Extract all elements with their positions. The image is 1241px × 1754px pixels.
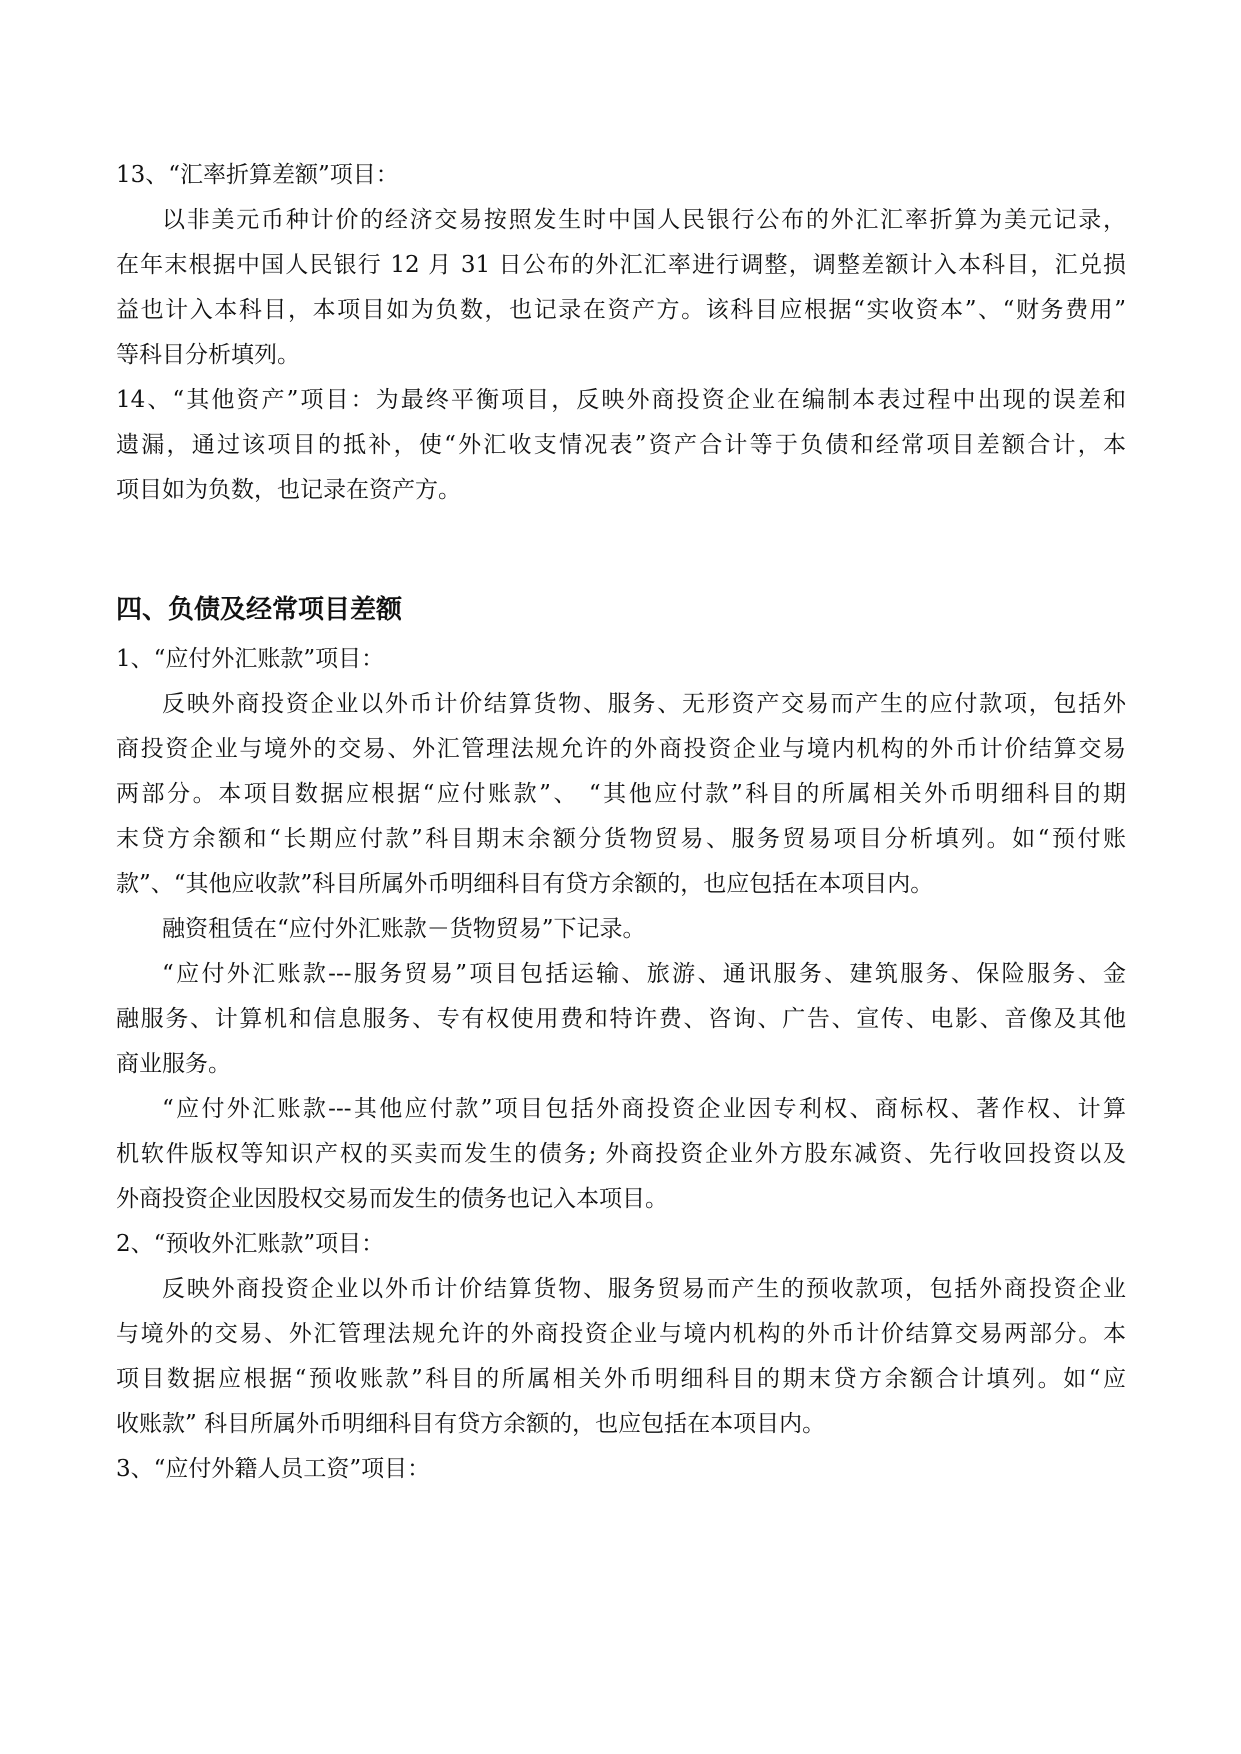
item-2-title: 2、“预收外汇账款”项目： <box>116 1231 385 1257</box>
item-14-line-2: 遗漏，通过该项目的抵补，使“外汇收支情况表”资产合计等于负债和经常项目差额合计，本 <box>116 432 1126 458</box>
document-body <box>116 153 1126 1492</box>
item-1-para1-line-1: 反映外商投资企业以外币计价结算货物、服务、无形资产交易而产生的应付款项，包括外 <box>162 691 1126 717</box>
item-1-para1-line-4: 末贷方余额和“长期应付款”科目期末余额分货物贸易、服务贸易项目分析填列。如“预付账 <box>116 826 1126 852</box>
item-3-title: 3、“应付外籍人员工资”项目： <box>116 1456 431 1482</box>
item-1-para1-line-3: 两部分。本项目数据应根据“应付账款”、 “其他应付款”科目的所属相关外币明细科目的期 <box>116 781 1126 807</box>
item-1-para4-line-1: “应付外汇账款---其他应付款”项目包括外商投资企业因专利权、商标权、著作权、计算 <box>162 1096 1126 1122</box>
item-1-para1-line-5: 款”、“其他应收款”科目所属外币明细科目有贷方余额的，也应包括在本项目内。 <box>116 871 934 897</box>
item-1-para4-line-2: 机软件版权等知识产权的买卖而发生的债务; 外商投资企业外方股东减资、先行收回投资以及 <box>116 1141 1126 1167</box>
item-2-para1-line-3: 项目数据应根据“预收账款”科目的所属相关外币明细科目的期末贷方余额合计填列。如“应 <box>116 1366 1126 1392</box>
section-4-heading: 四、负债及经常项目差额 <box>116 595 403 625</box>
item-2-para1-line-4: 收账款” 科目所属外币明细科目有贷方余额的，也应包括在本项目内。 <box>116 1411 826 1437</box>
item-13-line-2: 在年末根据中国人民银行 12 月 31 日公布的外汇汇率进行调整，调整差额计入本科目，汇兑损 <box>116 252 1126 278</box>
item-1-para3-line-3: 商业服务。 <box>116 1051 231 1077</box>
item-2-para1-line-1: 反映外商投资企业以外币计价结算货物、服务贸易而产生的预收款项，包括外商投资企业 <box>162 1276 1126 1302</box>
item-13-line-4: 等科目分析填列。 <box>116 342 300 368</box>
item-13-line-1: 以非美元币种计价的经济交易按照发生时中国人民银行公布的外汇汇率折算为美元记录， <box>162 207 1126 233</box>
item-1-para3-line-1: “应付外汇账款---服务贸易”项目包括运输、旅游、通讯服务、建筑服务、保险服务、金 <box>162 961 1126 987</box>
item-1-para2-line-1: 融资租赁在“应付外汇账款－货物贸易”下记录。 <box>162 916 646 942</box>
item-13-line-3: 益也计入本科目，本项目如为负数，也记录在资产方。该科目应根据“实收资本”、“财务费用” <box>116 297 1126 323</box>
item-13-title: 13、“汇率折算差额”项目： <box>116 162 399 188</box>
item-1-para3-line-2: 融服务、计算机和信息服务、专有权使用费和特许费、咨询、广告、宣传、电影、音像及其他 <box>116 1006 1126 1032</box>
item-1-para1-line-2: 商投资企业与境外的交易、外汇管理法规允许的外商投资企业与境内机构的外币计价结算交易 <box>116 736 1126 762</box>
item-1-para4-line-3: 外商投资企业因股权交易而发生的债务也记入本项目。 <box>116 1186 668 1212</box>
item-2-para1-line-2: 与境外的交易、外汇管理法规允许的外商投资企业与境内机构的外币计价结算交易两部分。本 <box>116 1321 1126 1347</box>
item-14-line-3: 项目如为负数，也记录在资产方。 <box>116 477 461 503</box>
item-14-line-1: 14、“其他资产”项目：为最终平衡项目，反映外商投资企业在编制本表过程中出现的误差和 <box>116 387 1126 413</box>
item-1-title: 1、“应付外汇账款”项目： <box>116 646 385 672</box>
